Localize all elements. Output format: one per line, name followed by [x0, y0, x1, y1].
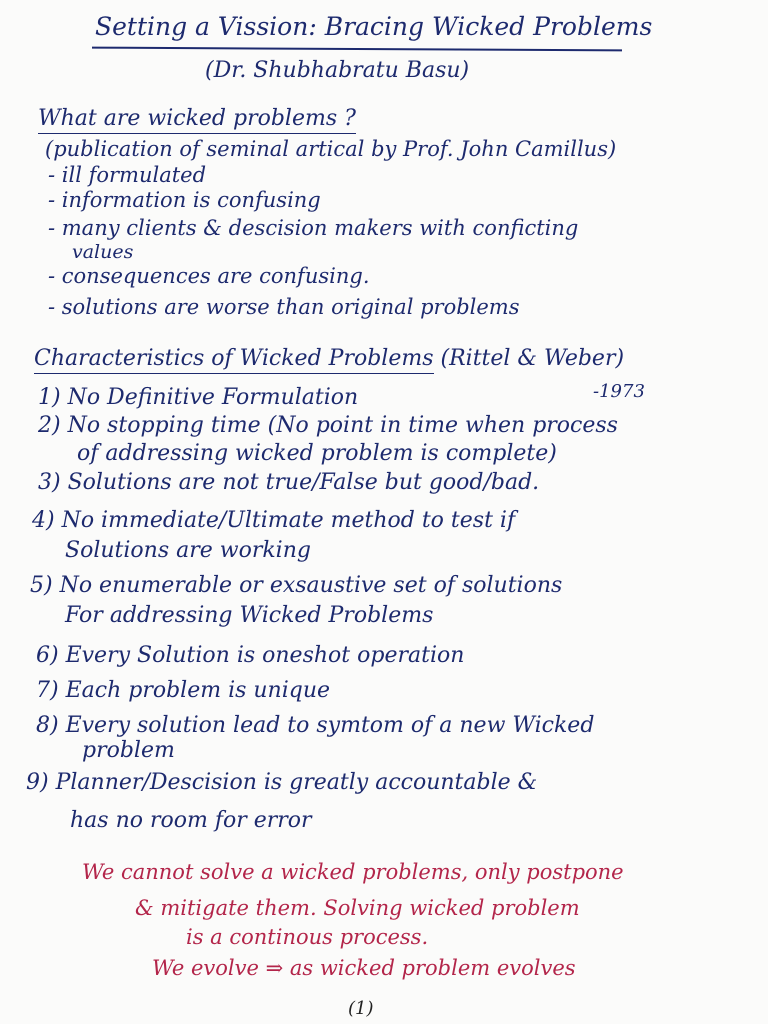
page-title: Setting a Vission: Bracing Wicked Problems	[95, 12, 653, 41]
title-underline	[92, 47, 622, 52]
author-line: (Dr. Shubhabratu Basu)	[205, 58, 470, 83]
section1-heading-text: What are wicked problems ?	[38, 106, 356, 134]
characteristic-item: 5) No enumerable or exsaustive set of solutions	[30, 573, 563, 598]
characteristic-item: problem	[82, 738, 175, 763]
characteristic-item: 7) Each problem is unique	[36, 678, 331, 703]
section1-heading	[38, 108, 356, 130]
section2-year: -1973	[593, 381, 645, 402]
characteristic-item: 2) No stopping time (No point in time when process	[38, 413, 618, 438]
section1-point: - solutions are worse than original problems	[48, 295, 520, 319]
characteristic-item: of addressing wicked problem is complete)	[77, 441, 557, 466]
section1-point: - consequences are confusing.	[48, 264, 370, 288]
characteristic-item: 9) Planner/Descision is greatly accountable &	[26, 770, 538, 795]
section1-point: - many clients & descision makers with conficting	[48, 216, 579, 240]
characteristic-item: 6) Every Solution is oneshot operation	[36, 643, 465, 668]
section1-point: - ill formulated	[48, 163, 207, 187]
section1-intro: (publication of seminal artical by Prof. John Camillus)	[45, 137, 617, 161]
section1-point: - information is confusing	[48, 188, 321, 212]
conclusion-line: & mitigate them. Solving wicked problem	[135, 896, 580, 920]
characteristic-item: Solutions are working	[65, 538, 311, 563]
characteristic-item: has no room for error	[70, 808, 312, 833]
section2-attribution: (Rittel & Weber)	[440, 346, 625, 371]
section1-point: values	[72, 241, 134, 263]
conclusion-line: We evolve ⇒ as wicked problem evolves	[152, 956, 576, 980]
characteristic-item: 3) Solutions are not true/False but good/bad.	[38, 470, 540, 495]
characteristic-item: 1) No Definitive Formulation	[38, 385, 359, 410]
section2-heading-text: Characteristics of Wicked Problems	[34, 346, 434, 374]
section2-heading	[34, 348, 624, 370]
characteristic-item: 8) Every solution lead to symtom of a new Wicked	[36, 713, 595, 738]
conclusion-line: is a continous process.	[186, 925, 429, 949]
page-number: (1)	[348, 998, 374, 1019]
characteristic-item: For addressing Wicked Problems	[65, 603, 434, 628]
characteristic-item: 4) No immediate/Ultimate method to test if	[32, 508, 516, 533]
conclusion-line: We cannot solve a wicked problems, only postpone	[82, 860, 624, 884]
